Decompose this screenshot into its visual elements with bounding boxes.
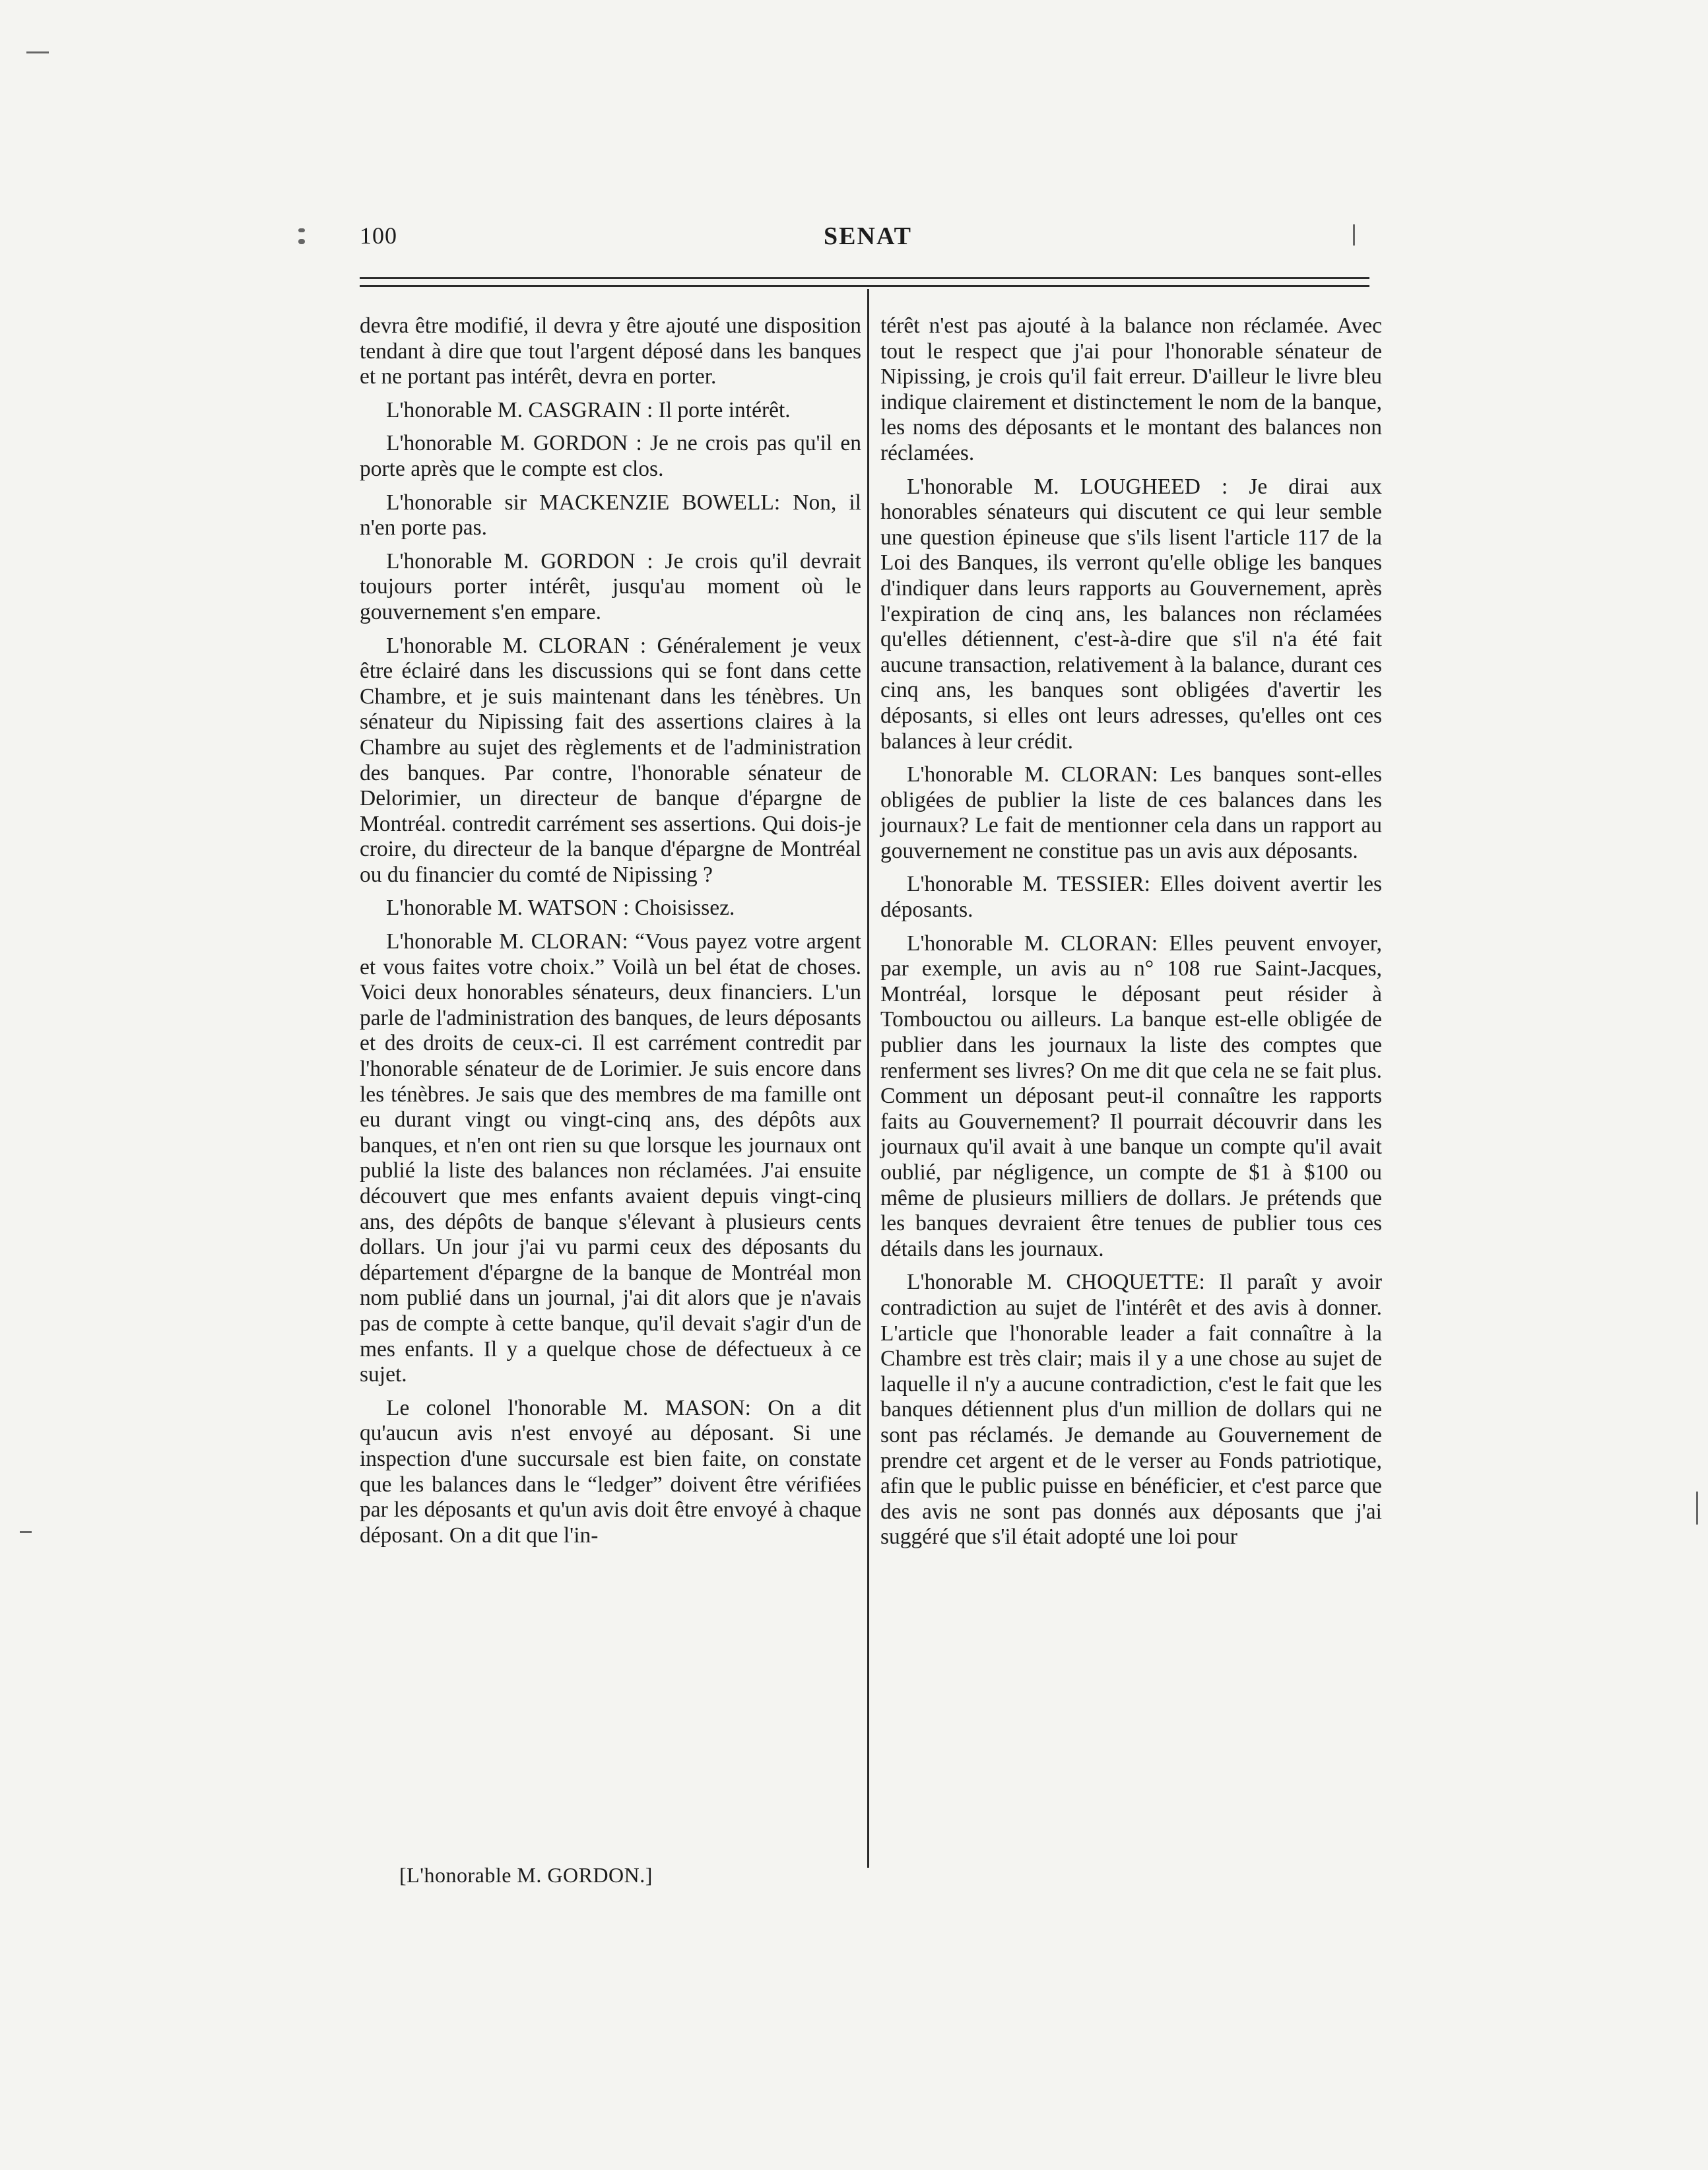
- paragraph: L'honorable M. GORDON : Je crois qu'il devrait toujours porter intérêt, jusqu'au moment où le gouvernement s'en empare.: [360, 548, 861, 624]
- column-divider: [867, 289, 869, 1868]
- page-number: 100: [360, 222, 397, 249]
- paragraph: L'honorable M. TESSIER: Elles doivent avertir les déposants.: [880, 872, 1382, 923]
- paragraph: L'honorable M. CHOQUETTE: Il paraît y avoir contradiction au sujet de l'intérêt et des avis à donner. L'article que l'honorable leader a fait connaître à la Chambre est très clair; mais il y a une chose au sujet de laquelle il n'y a aucune contradiction, c'est le fait que les banques détiennent plus d'un million de dollars qui ne sont pas réclamés. Je demande au Gouvernement de prendre cet argent et de le verser au Fonds patriotique, afin que le public puisse en bénéficier, et c'est parce que des avis ne sont pas donnés aux déposants que j'ai suggéré que s'il était adopté une loi pour: [880, 1270, 1382, 1550]
- paragraph: devra être modifié, il devra y être ajouté une disposition tendant à dire que tout l'argent déposé dans les banques et ne portant pas intérêt, devra en porter.: [360, 313, 861, 389]
- page-header: [360, 222, 1369, 261]
- paragraph: L'honorable M. GORDON : Je ne crois pas qu'il en porte après que le compte est clos.: [360, 431, 861, 481]
- header-rule-bottom: [360, 285, 1369, 287]
- paragraph: Le colonel l'honorable M. MASON: On a dit qu'aucun avis n'est envoyé au déposant. Si une inspection d'une succursale est bien faite, on constate que les balances dans le “ledger” doivent être vérifiées par les déposants et qu'un avis doit être envoyé à chaque déposant. On a dit que l'in-: [360, 1395, 861, 1548]
- paragraph: L'honorable M. CLORAN : Généralement je veux être éclairé dans les discussions qui se font dans cette Chambre, et je suis maintenant dans les ténèbres. Un sénateur du Nipissing fait des assertions claires à la Chambre au sujet des règlements et de l'administration des banques. Par contre, l'honorable sénateur de Delorimier, un directeur de banque d'épargne de Montréal. contredit carrément ses assertions. Qui dois-je croire, du directeur de la banque d'épargne de Montréal ou du financier du comté de Nipissing ?: [360, 633, 861, 887]
- left-column: [360, 313, 861, 1556]
- running-head: SENAT: [824, 222, 912, 250]
- scan-margin-mark: [298, 239, 305, 244]
- footer-note: [L'honorable M. GORDON.]: [399, 1863, 653, 1887]
- paragraph: L'honorable M. CASGRAIN : Il porte intérêt.: [386, 397, 791, 422]
- paragraph: L'honorable M. CLORAN: “Vous payez votre argent et vous faites votre choix.” Voilà un bel état de choses. Voici deux honorables sénateurs, deux financiers. L'un parle de l'administration des banques, de leurs déposants et des droits de ceux-ci. Il est carrément contredit par l'honorable sénateur de de Lorimier. Je suis encore dans les ténèbres. Je sais que des membres de ma famille ont eu durant vingt ou vingt-cinq ans, des dépôts aux banques, et n'en ont rien su que lorsque les journaux ont publié la liste des balances non réclamées. J'ai ensuite découvert que mes enfants avaient depuis vingt-cinq ans, des dépôts de banque s'élevant à plusieurs cents dollars. Un jour j'ai vu parmi ceux des déposants du département d'épargne de la banque de Montréal mon nom publié dans un journal, j'ai dit alors que je n'avais pas de compte à cette banque, qu'il devait s'agir d'un de mes enfants. Il y a quelque chose de défectueux à ce sujet.: [360, 929, 861, 1387]
- paragraph: L'honorable M. LOUGHEED : Je dirai aux honorables sénateurs qui discutent ce qui leur semble une question épineuse que s'ils lisent l'article 117 de la Loi des Banques, ils verront qu'elle oblige les banques d'indiquer dans leurs rapports au Gouvernement, après l'expiration de cinq ans, les balances non réclamées qu'elles détiennent, c'est-à-dire que s'il n'a été fait aucune transaction, relativement à la balance, durant ces cinq ans, les banques sont obligées d'avertir les déposants, si elles ont leurs adresses, qu'elles ont ces balances à leur crédit.: [880, 474, 1382, 754]
- paragraph: térêt n'est pas ajouté à la balance non réclamée. Avec tout le respect que j'ai pour l'honorable sénateur de Nipissing, je crois qu'il fait erreur. D'ailleur le livre bleu indique clairement et distinctement le nom de la banque, les noms des déposants et le montant des balances non réclamées.: [880, 313, 1382, 465]
- paragraph: L'honorable M. CLORAN: Les banques sont-elles obligées de publier la liste de ces balances dans les journaux? Le fait de mentionner cela dans un rapport au gouvernement ne constitue pas un avis aux déposants.: [880, 762, 1382, 863]
- scan-margin-mark: [298, 228, 305, 232]
- paragraph: L'honorable M. WATSON : Choisissez.: [386, 896, 735, 921]
- header-rule-top: [360, 277, 1369, 279]
- right-column: [880, 313, 1382, 1558]
- scan-margin-mark: [26, 51, 49, 53]
- scan-margin-mark: [20, 1531, 32, 1533]
- paragraph: L'honorable M. CLORAN: Elles peuvent envoyer, par exemple, un avis au n° 108 rue Saint-Jacques, Montréal, lorsque le déposant peut résider à Tombouctou ou ailleurs. La banque est-elle obligée de publier dans les journaux la liste des comptes que renferment ses livres? On me dit que cela ne se fait plus. Comment un déposant peut-il connaître les rapports faits au Gouvernement? Il pourrait découvrir dans les journaux qu'il avait à une banque un compte qu'il avait oublié, par négligence, un compte de $1 à $100 ou même de plusieurs milliers de dollars. Je prétends que les banques devraient être tenues de publier tous ces détails dans les journaux.: [880, 931, 1382, 1261]
- scan-margin-mark: [1696, 1492, 1698, 1525]
- paragraph: L'honorable sir MACKENZIE BOWELL: Non, il n'en porte pas.: [360, 490, 861, 541]
